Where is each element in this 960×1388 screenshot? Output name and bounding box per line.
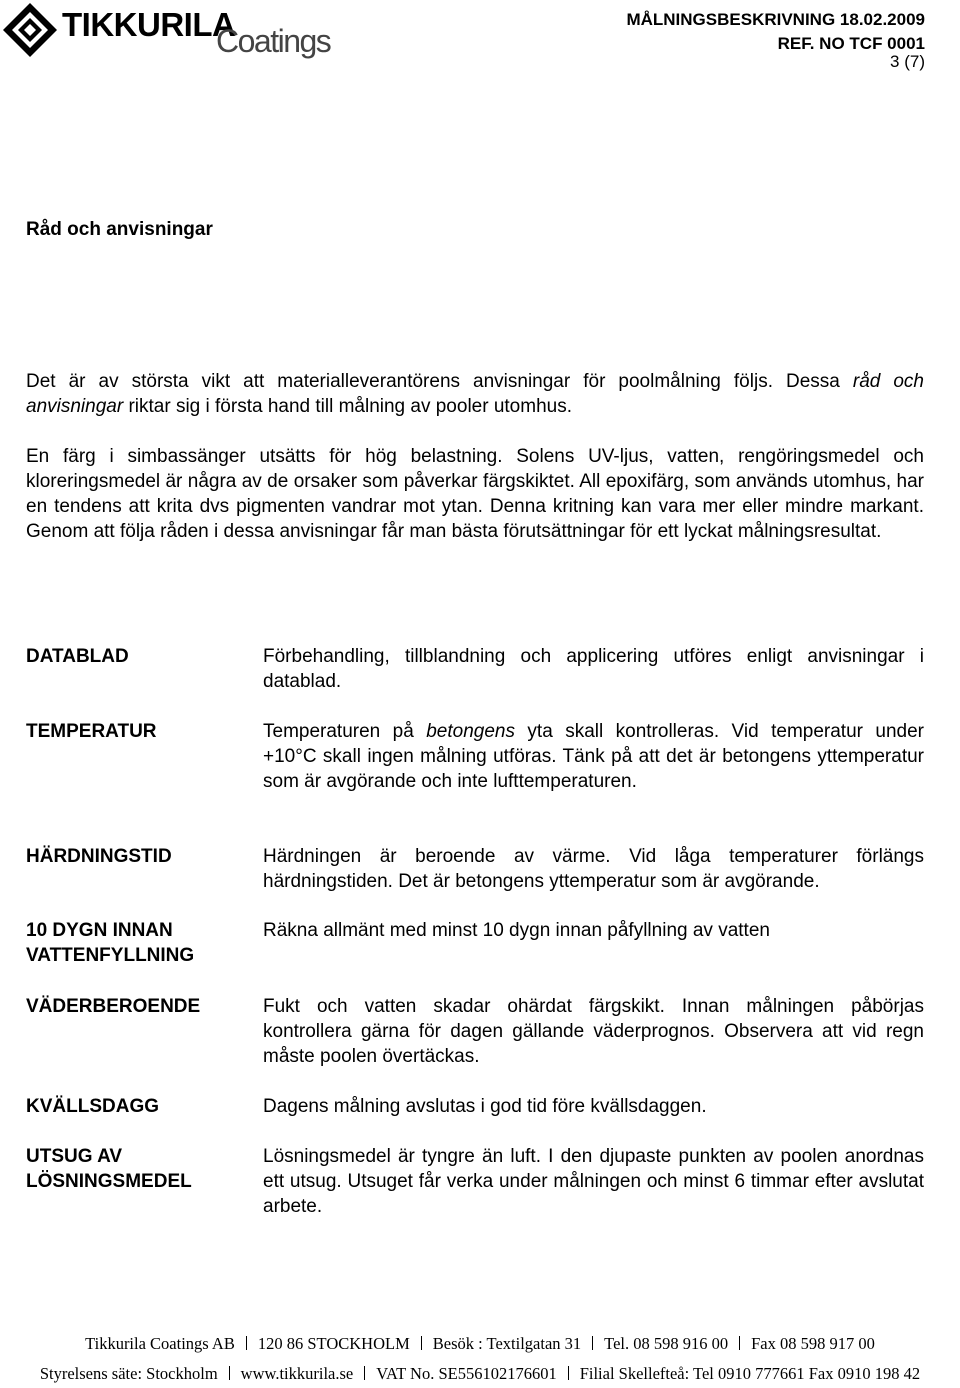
footer-separator: [364, 1366, 365, 1380]
row-text: Lösningsmedel är tyngre än luft. I den djupaste punkten av poolen anordnas ett utsug. Utsuget får verka under målningen och minst 6 timmar efter avslutat arbete.: [263, 1146, 924, 1217]
row-text: [263, 719, 924, 794]
document-title: MÅLNINGSBESKRIVNING 18.02.2009: [626, 10, 925, 29]
row-label: DATABLAD: [26, 646, 129, 667]
row-label-line: 10 DYGN INNAN: [26, 920, 173, 941]
footer-website-link[interactable]: www.tikkurila.se: [240, 1364, 354, 1383]
row-label: TEMPERATUR: [26, 721, 157, 742]
row-text: Dagens målning avslutas i god tid före kvällsdaggen.: [263, 1096, 707, 1117]
footer-separator: [592, 1336, 593, 1350]
intro-text: Det är av största vikt att materialleverantörens anvisningar för poolmålning följs. Dessa: [26, 371, 853, 392]
body-paragraph: En färg i simbassänger utsätts för hög belastning. Solens UV-ljus, vatten, rengöringsmedel och kloreringsmedel är några av de orsaker som påverkar färgskiktet. All epoxifärg, som används utomhus, har en tendens att krita dvs pigmenten vandrar mot ytan. Denna kritning kan vara mer eller mindre markant. Genom att följa råden i dessa anvisningar får man bästa förutsättningar för ett lyckat målningsresultat.: [26, 446, 924, 542]
row-label-line: UTSUG AV: [26, 1146, 123, 1167]
footer-separator: [229, 1366, 230, 1380]
footer-phone: Tel. 08 598 916 00: [604, 1334, 729, 1353]
footer-visit: Besök : Textilgatan 31: [432, 1334, 582, 1353]
footer-fax: Fax 08 598 917 00: [751, 1334, 875, 1353]
intro-italic-text: råd och anvisningar: [26, 371, 924, 417]
row-label-line: VATTENFYLLNING: [26, 945, 195, 966]
footer-separator: [568, 1366, 569, 1380]
footer-separator: [421, 1336, 422, 1350]
row-label: [26, 1144, 246, 1194]
footer-seat: Styrelsens säte: Stockholm: [39, 1364, 218, 1383]
footer-branch: Filial Skellefteå: Tel 0910 777661 Fax 0910 198 42: [579, 1364, 921, 1383]
company-logo: [0, 0, 330, 64]
footer-address: 120 86 STOCKHOLM: [257, 1334, 410, 1353]
row-text: Fukt och vatten skadar ohärdat färgskikt. Innan målningen påbörjas kontrollera gärna för dagen gällande väderprognos. Observera att vid regn måste poolen övertäckas.: [263, 996, 924, 1067]
logo-subtitle: Coatings: [216, 23, 331, 59]
row-text: Härdningen är beroende av värme. Vid låga temperaturer förlängs härdningstiden. Det är betongens yttemperatur som är avgörande.: [263, 846, 924, 892]
section-heading: Råd och anvisningar: [26, 219, 213, 240]
row-text: Räkna allmänt med minst 10 dygn innan påfyllning av vatten: [263, 920, 770, 941]
footer-company: Tikkurila Coatings AB: [85, 1334, 235, 1353]
row-text: Förbehandling, tillblandning och applicering utföres enligt anvisningar i datablad.: [263, 646, 924, 692]
intro-paragraph: [26, 369, 924, 419]
footer-vat: VAT No. SE556102176601: [376, 1364, 557, 1383]
footer-line-1: [0, 1334, 960, 1354]
reference-number: REF. NO TCF 0001: [777, 34, 925, 53]
row-label: HÄRDNINGSTID: [26, 846, 172, 867]
logo-wordmark: TIKKURILA: [62, 6, 236, 43]
row-text-italic: betongens: [426, 721, 515, 742]
row-label: [26, 918, 246, 968]
row-label-line: LÖSNINGSMEDEL: [26, 1171, 192, 1192]
row-text-part: yta skall kontrolleras. Vid temperatur under +10°C skall ingen målning utföras. Tänk på att det är betongens yttemperatur som är avgörande och inte lufttemperaturen.: [263, 721, 925, 792]
row-label: VÄDERBEROENDE: [26, 996, 201, 1017]
tikkurila-diamond-icon: [2, 2, 58, 58]
page-number: 3 (7): [890, 52, 925, 71]
footer-line-2: [0, 1364, 960, 1384]
footer-separator: [739, 1336, 740, 1350]
row-label: KVÄLLSDAGG: [26, 1096, 159, 1117]
intro-text-end: riktar sig i första hand till målning av pooler utomhus.: [123, 396, 572, 417]
row-text-part: Temperaturen på: [263, 721, 427, 742]
footer-separator: [246, 1336, 247, 1350]
